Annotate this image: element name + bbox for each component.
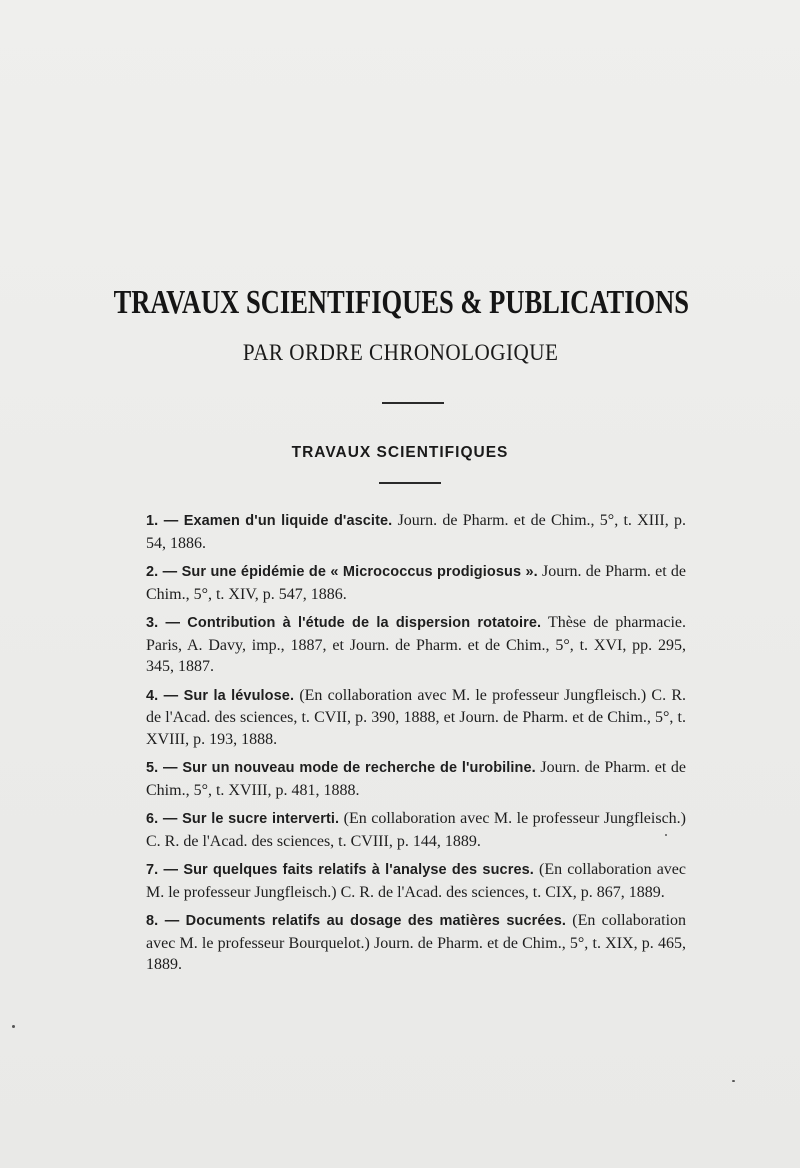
publication-entry bbox=[146, 612, 686, 678]
entry-reference: Journ. de Pharm. et de Chim., 5°, t. XIII, p. 54, 1886. bbox=[146, 512, 686, 552]
publication-entry bbox=[146, 685, 686, 751]
entry-title: — Sur la lévulose. bbox=[163, 687, 295, 704]
publication-list bbox=[146, 510, 686, 983]
publication-entry bbox=[146, 757, 686, 801]
entry-number: 6. bbox=[146, 811, 159, 827]
entry-reference: Thèse de pharmacie. Paris, A. Davy, imp., 1887, et Journ. de Pharm. et de Chim., 5°, t. XVI, pp. 295, 345, 1887. bbox=[146, 614, 687, 675]
entry-number: 8. bbox=[146, 913, 159, 929]
publication-entry bbox=[146, 808, 686, 852]
entry-title: — Sur quelques faits relatifs à l'analyse des sucres. bbox=[163, 862, 534, 878]
page-subtitle: PAR ORDRE CHRONOLOGIQUE bbox=[242, 340, 559, 365]
entry-title: — Sur le sucre interverti. bbox=[162, 811, 340, 827]
entry-title: — Examen d'un liquide d'ascite. bbox=[163, 513, 393, 529]
entry-number: 5. bbox=[146, 760, 159, 776]
entry-number: 3. bbox=[146, 615, 159, 631]
divider-rule bbox=[379, 482, 441, 484]
entry-reference: (En collaboration avec M. le professeur Jungfleisch.) C. R. de l'Acad. des sciences, t. CIX, p. 867, 1889. bbox=[146, 861, 686, 901]
entry-number: 2. bbox=[146, 564, 159, 580]
entry-title: — Contribution à l'étude de la dispersion rotatoire. bbox=[165, 615, 542, 631]
entry-reference: (En collaboration avec M. le professeur Jungfleisch.) C. R. de l'Acad. des sciences, t. CVII, p. 390, 1888, et Journ. de Pharm. et de Chim., 5°, t. XVIII, p. 193, 1888. bbox=[146, 686, 686, 748]
entry-number: 7. bbox=[146, 862, 159, 878]
entry-title: — Sur un nouveau mode de recherche de l'urobiline. bbox=[163, 760, 536, 776]
entry-title: — Documents relatifs au dosage des matières sucrées. bbox=[164, 913, 566, 929]
publication-entry bbox=[146, 510, 686, 554]
entry-reference: (En collaboration avec M. le professeur Jungfleisch.) C. R. de l'Acad. des sciences, t. CVIII, p. 144, 1889. bbox=[146, 810, 687, 850]
entry-title: — Sur une épidémie de « Micrococcus prodigiosus ». bbox=[162, 564, 538, 580]
publication-entry bbox=[146, 561, 686, 605]
publication-entry bbox=[146, 859, 686, 903]
paper-speck bbox=[732, 1080, 735, 1082]
publication-entry bbox=[146, 910, 686, 976]
paper-speck bbox=[12, 1025, 15, 1028]
entry-number: 1. bbox=[146, 513, 159, 529]
page-title: TRAVAUX SCIENTIFIQUES & PUBLICATIONS bbox=[113, 284, 690, 321]
divider-rule bbox=[382, 402, 444, 404]
entry-reference: Journ. de Pharm. et de Chim., 5°, t. XVIII, p. 481, 1888. bbox=[146, 759, 686, 799]
entry-reference: Journ. de Pharm. et de Chim., 5°, t. XIV, p. 547, 1886. bbox=[146, 563, 687, 603]
section-heading: TRAVAUX SCIENTIFIQUES bbox=[291, 444, 509, 461]
paper-speck bbox=[665, 834, 667, 836]
entry-number: 4. bbox=[146, 687, 159, 704]
entry-reference: (En collaboration avec M. le professeur Bourquelot.) Journ. de Pharm. et de Chim., 5°, t. XIX, p. 465, 1889. bbox=[146, 912, 687, 973]
